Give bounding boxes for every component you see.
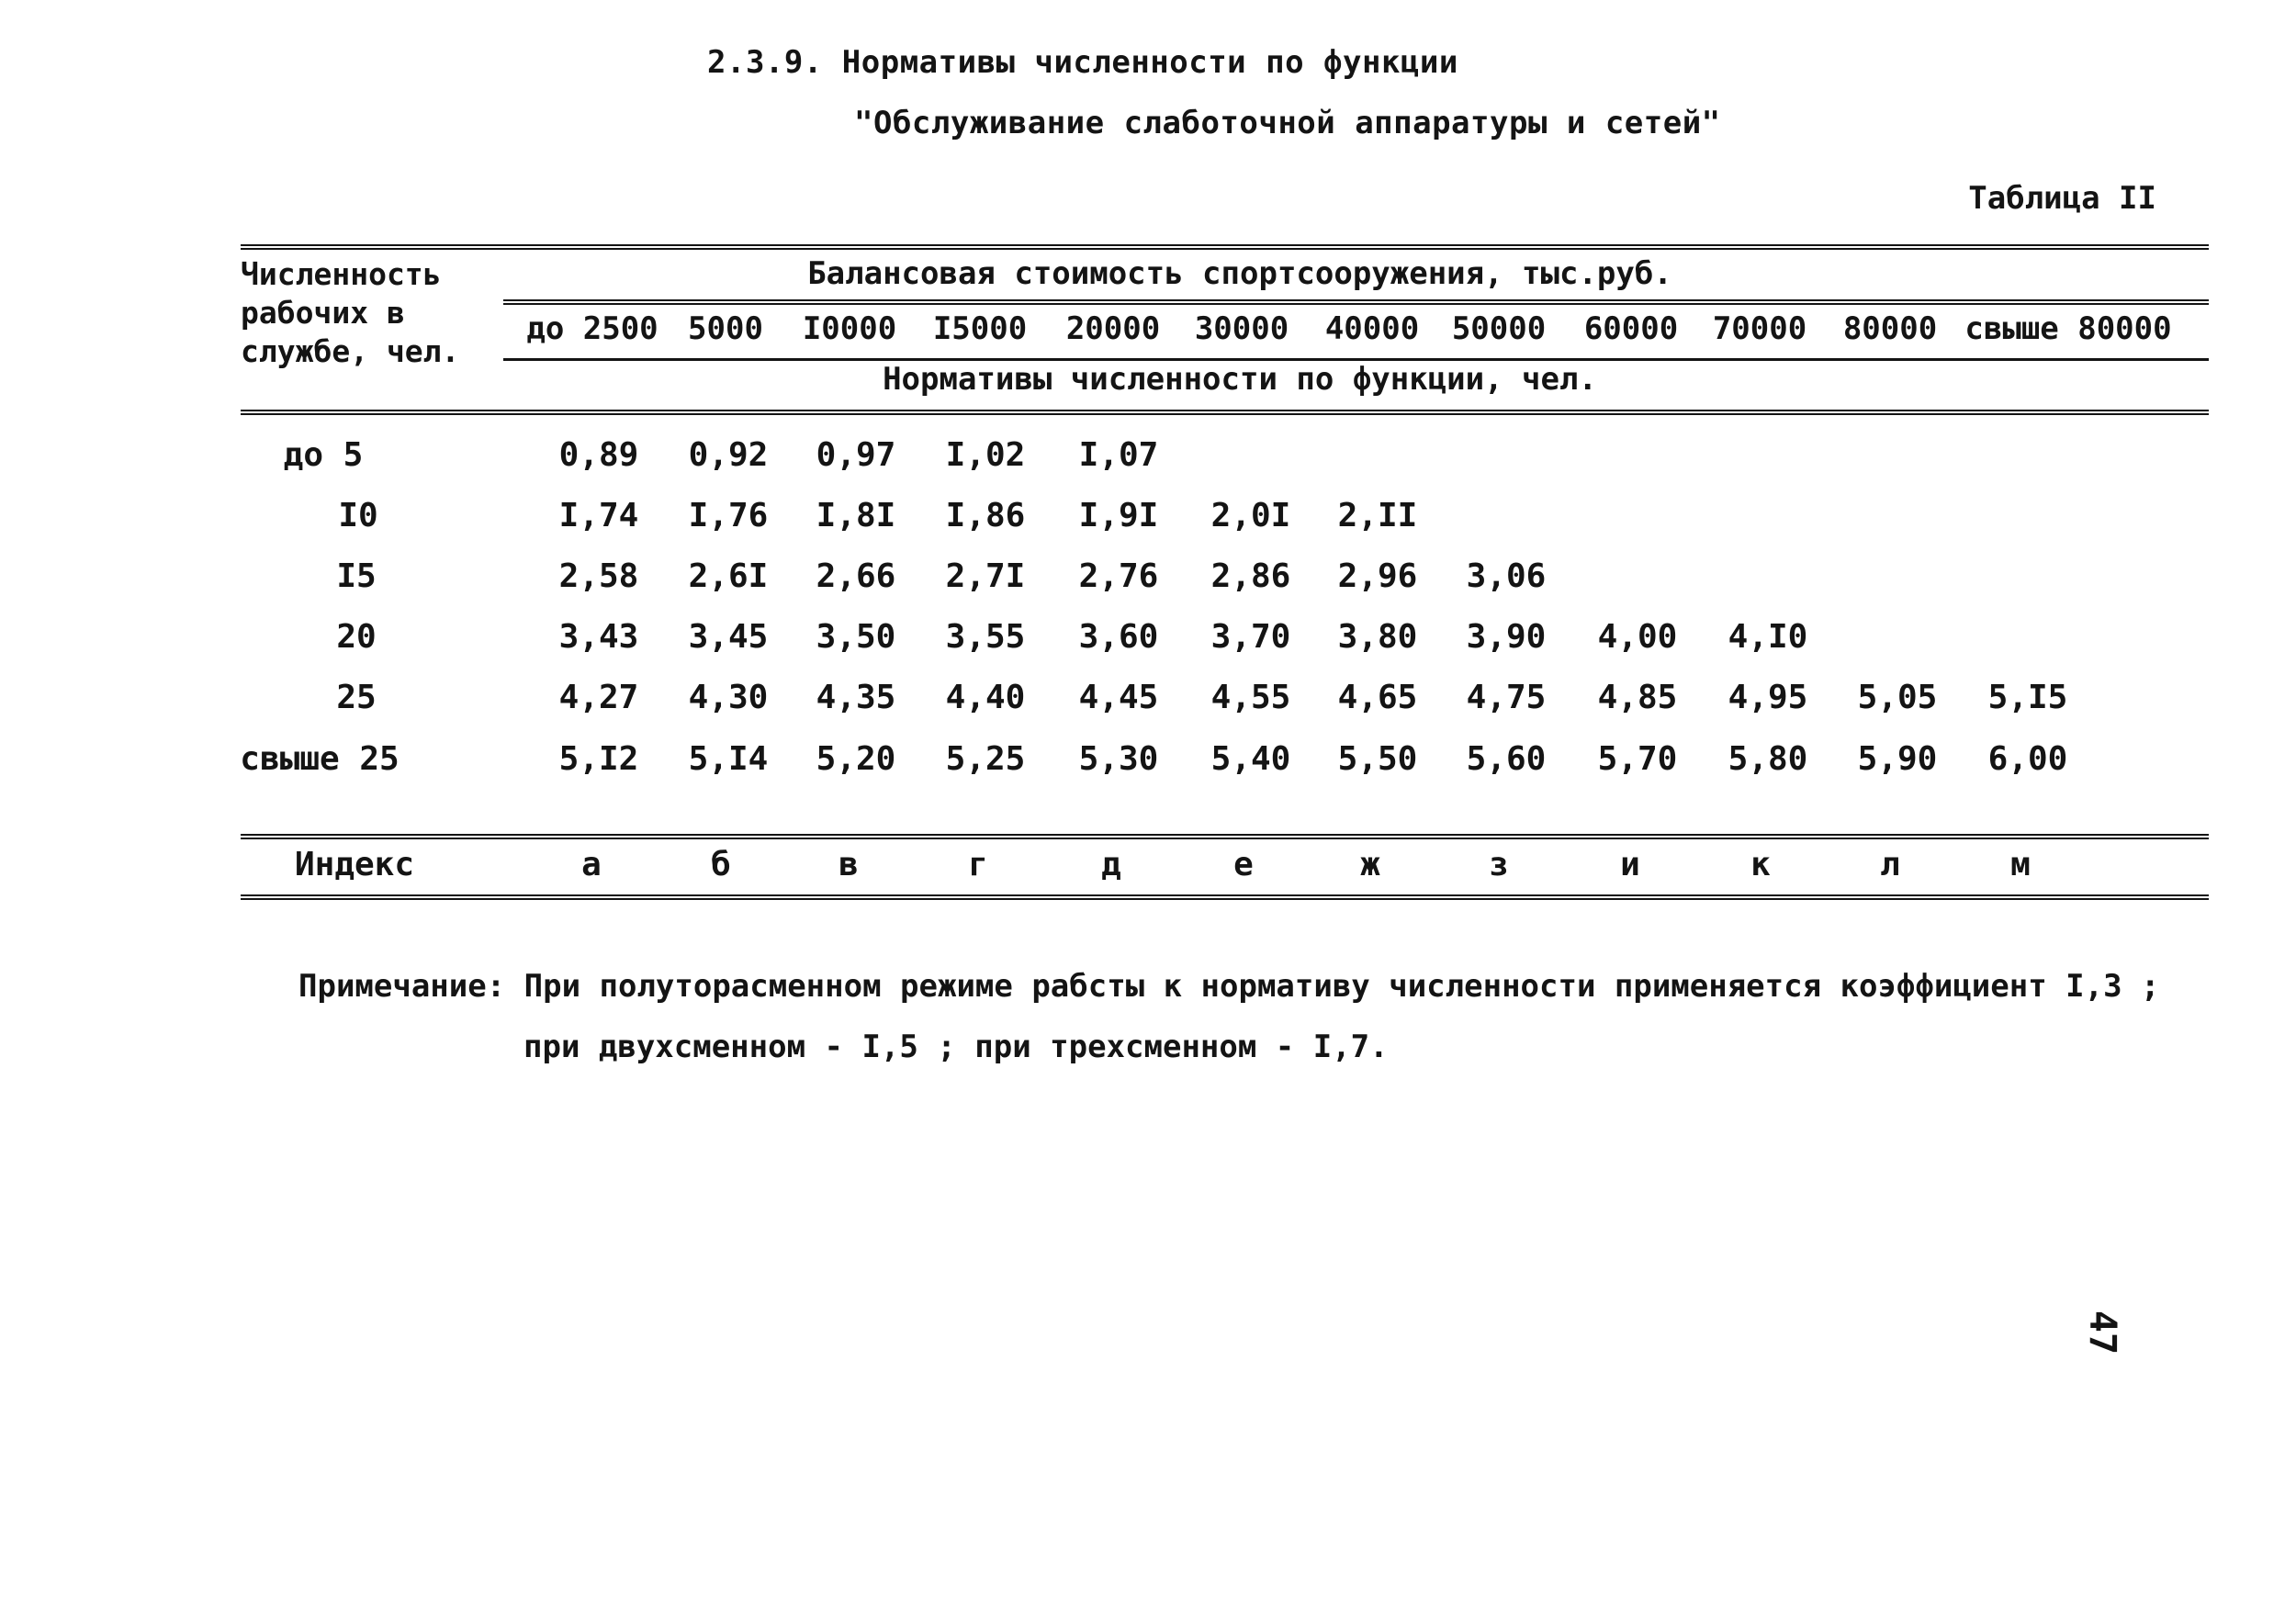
- index-cell: д: [1101, 846, 1121, 883]
- table-cell: I,9I: [1078, 497, 1159, 534]
- column-header: 40000: [1324, 310, 1420, 347]
- table-cell: 4,40: [945, 679, 1026, 716]
- table-cell: 2,II: [1337, 497, 1418, 534]
- section-title: 2.3.9. Нормативы численности по функции: [707, 44, 1458, 81]
- group-header: Балансовая стоимость спортсооружения, тыс.руб.: [807, 255, 1672, 292]
- table-bottom-rule: [241, 894, 2209, 900]
- table-cell: 5,70: [1597, 740, 1678, 778]
- table-cell: 2,7I: [945, 557, 1026, 595]
- index-cell: б: [711, 846, 731, 883]
- table-cell: 5,I4: [688, 740, 769, 778]
- index-cell: з: [1489, 846, 1509, 883]
- table-cell: I,74: [558, 497, 639, 534]
- group-header-rule: [503, 299, 2209, 305]
- table-cell: 3,70: [1210, 618, 1291, 656]
- table-cell: 5,I2: [558, 740, 639, 778]
- note-line-2: при двухсменном - I,5 ; при трехсменном - I,7.: [523, 1029, 1389, 1065]
- column-header: I5000: [932, 310, 1028, 347]
- column-header: до 2500: [526, 310, 658, 347]
- header-bottom-rule: [241, 410, 2209, 415]
- table-cell: 4,55: [1210, 679, 1291, 716]
- table-cell: 5,50: [1337, 740, 1418, 778]
- table-cell: 4,85: [1597, 679, 1678, 716]
- column-header: свыше 80000: [1964, 310, 2172, 347]
- table-cell: 5,20: [816, 740, 896, 778]
- row-label: 20: [336, 618, 377, 656]
- table-cell: I,76: [688, 497, 769, 534]
- table-cell: I,02: [945, 436, 1026, 474]
- stub-header-line-2: рабочих в: [241, 295, 405, 331]
- table-cell: 3,06: [1466, 557, 1547, 595]
- table-top-rule: [241, 244, 2209, 250]
- table-cell: 3,55: [945, 618, 1026, 656]
- column-header: 30000: [1194, 310, 1289, 347]
- table-cell: 2,58: [558, 557, 639, 595]
- table-cell: 4,65: [1337, 679, 1418, 716]
- table-cell: 2,76: [1078, 557, 1159, 595]
- table-cell: 3,80: [1337, 618, 1418, 656]
- index-cell: м: [2010, 846, 2031, 883]
- table-cell: 4,30: [688, 679, 769, 716]
- table-cell: 4,75: [1466, 679, 1547, 716]
- table-cell: 5,60: [1466, 740, 1547, 778]
- table-cell: 3,50: [816, 618, 896, 656]
- index-cell: и: [1620, 846, 1640, 883]
- table-cell: 4,00: [1597, 618, 1678, 656]
- table-cell: 4,27: [558, 679, 639, 716]
- table-cell: 0,89: [558, 436, 639, 474]
- table-cell: 3,45: [688, 618, 769, 656]
- index-top-rule: [241, 834, 2209, 839]
- index-cell: к: [1750, 846, 1771, 883]
- column-header: 80000: [1842, 310, 1938, 347]
- table-cell: 2,96: [1337, 557, 1418, 595]
- table-cell: 3,90: [1466, 618, 1547, 656]
- sub-header: Нормативы численности по функции, чел.: [883, 361, 1597, 398]
- section-subtitle: "Обслуживание слаботочной аппаратуры и сетей": [854, 105, 1721, 141]
- table-cell: 2,86: [1210, 557, 1291, 595]
- index-cell: в: [838, 846, 859, 883]
- index-cell: е: [1233, 846, 1254, 883]
- index-cell: г: [968, 846, 988, 883]
- row-label: 25: [336, 679, 377, 716]
- table-cell: 4,I0: [1728, 618, 1808, 656]
- column-header: 20000: [1065, 310, 1161, 347]
- table-label: Таблица II: [1968, 180, 2156, 217]
- table-cell: 4,45: [1078, 679, 1159, 716]
- table-cell: I,8I: [816, 497, 896, 534]
- table-cell: 4,95: [1728, 679, 1808, 716]
- note-line-1: Примечание: При полуторасменном режиме рабсты к нормативу численности применяется коэффициент I,3 ;: [298, 968, 2160, 1005]
- index-cell: а: [581, 846, 602, 883]
- stub-header-line-1: Численность: [241, 256, 442, 292]
- column-header: 50000: [1451, 310, 1547, 347]
- column-header: I0000: [802, 310, 897, 347]
- row-label: I5: [336, 557, 377, 595]
- table-cell: 4,35: [816, 679, 896, 716]
- table-cell: 5,I5: [1987, 679, 2068, 716]
- table-cell: 5,30: [1078, 740, 1159, 778]
- index-cell: л: [1880, 846, 1900, 883]
- column-header: 5000: [688, 310, 763, 347]
- table-cell: 5,25: [945, 740, 1026, 778]
- table-cell: I,07: [1078, 436, 1159, 474]
- row-label: I0: [338, 497, 378, 534]
- table-cell: 0,97: [816, 436, 896, 474]
- table-cell: 3,43: [558, 618, 639, 656]
- table-cell: 2,0I: [1210, 497, 1291, 534]
- column-header: 70000: [1712, 310, 1807, 347]
- table-cell: 6,00: [1987, 740, 2068, 778]
- table-cell: 5,40: [1210, 740, 1291, 778]
- row-label: до 5: [283, 436, 364, 474]
- table-cell: 2,66: [816, 557, 896, 595]
- table-cell: 5,05: [1857, 679, 1938, 716]
- row-label: свыше 25: [240, 740, 400, 778]
- stub-header-line-3: службе, чел.: [241, 333, 460, 369]
- table-cell: 2,6I: [688, 557, 769, 595]
- page-number: 47: [2081, 1310, 2124, 1355]
- column-header: 60000: [1583, 310, 1679, 347]
- table-cell: 0,92: [688, 436, 769, 474]
- index-cell: ж: [1360, 846, 1380, 883]
- table-cell: 3,60: [1078, 618, 1159, 656]
- table-cell: I,86: [945, 497, 1026, 534]
- index-label: Индекс: [294, 846, 415, 883]
- table-cell: 5,80: [1728, 740, 1808, 778]
- table-cell: 5,90: [1857, 740, 1938, 778]
- stub-header: [241, 255, 459, 371]
